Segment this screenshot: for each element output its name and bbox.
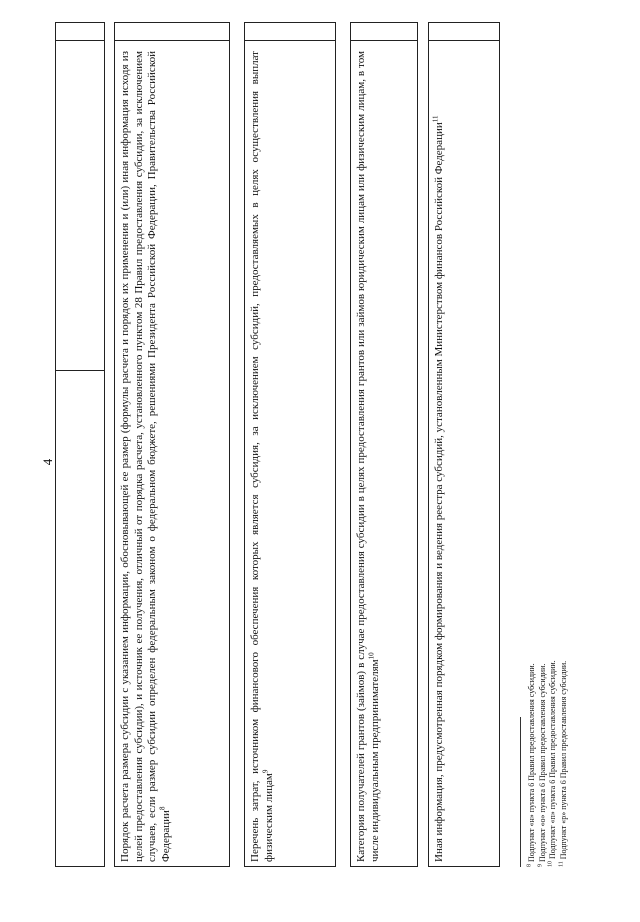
footnote: $^{11}$ Подпункт «р» пункта 6 Правил предоставления субсидии. (557, 660, 568, 867)
footnote: $^8$ Подпункт «н» пункта 6 Правил предоставления субсидии. (526, 663, 536, 867)
table-row (114, 22, 230, 867)
footnote-ref: 8 (157, 806, 166, 811)
row-text: Иная информация, предусмотренная порядком формирования и ведения реестра субсидий, установленным Министерством финансов Российской Федерации$^{11}$ (431, 115, 445, 862)
table-row (428, 22, 500, 867)
table-row (350, 22, 418, 867)
row-text: Порядок расчета размера субсидии с указанием информации, обосновывающей ее размер (формулы расчета и порядок их применения и (или) иная информация исходя из целей предоставления субсидии), и источник ее получения, отличный от порядка расчета, установленного пунктом 28 Правил предоставления субсидии, за исключением случаев, если размер субсидии определен федеральным законом о федеральном бюджете, решениями Президента Российской Федерации, Правительства Российской Федерации$^8$ (119, 51, 172, 862)
footnote: $^{10}$ Подпункт «п» пункта 6 Правил предоставления субсидии. (547, 660, 557, 867)
footnote-ref: 9 (260, 769, 269, 774)
row-text: Категория получателей грантов (займов) в случае предоставления субсидии в целях предоставления грантов или займов юридическим лицам или физическим лицам, в том числе индивидуальным предпринимателям$^{10}$ (355, 51, 381, 862)
footnote: $^9$ Подпункт «о» пункта 6 Правил предоставления субсидии. (536, 663, 547, 867)
footnote-divider (520, 717, 521, 867)
table-row (244, 22, 336, 867)
footnotes (527, 367, 569, 867)
footnote-ref: 10 (366, 652, 375, 660)
footnote-ref: 11 (431, 115, 440, 123)
page-number: 4 (40, 458, 55, 466)
table-header-fragment (55, 22, 105, 867)
row-text: Перечень затрат, источником финансового обеспечения которых является субсидия, за исключением субсидий, предоставляемых в целях осуществления выплат физическим лицам$^9$ (249, 51, 275, 862)
